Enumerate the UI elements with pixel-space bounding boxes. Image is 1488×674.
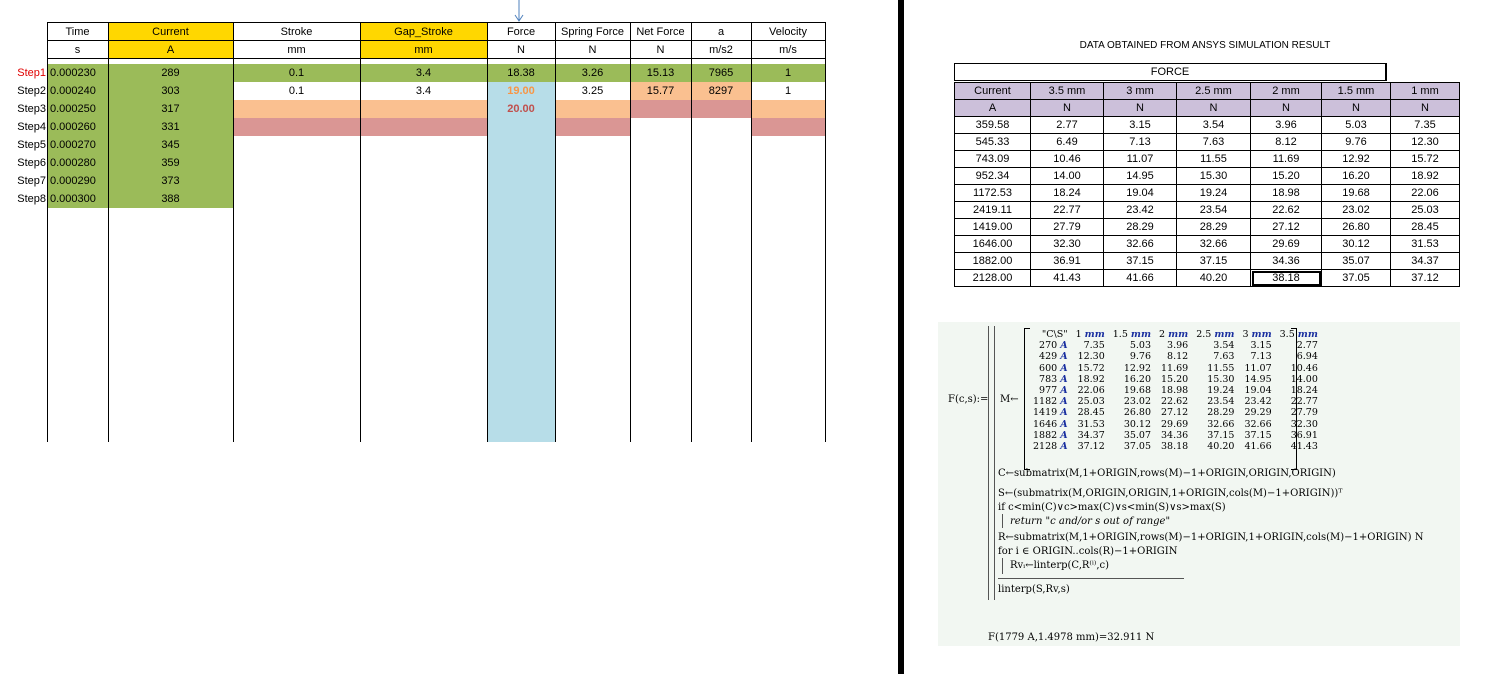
table-cell: A <box>955 100 1031 117</box>
cell-time: 0.000270 <box>50 139 96 151</box>
matrix-cell: 32.30 <box>1290 418 1318 430</box>
matrix-cell: 600 A <box>1039 362 1068 374</box>
table-cell: 1.5 mm <box>1322 83 1391 100</box>
table-cell: 18.24 <box>1031 185 1104 202</box>
table-cell: 37.12 <box>1391 270 1460 287</box>
table-cell: 11.55 <box>1177 151 1251 168</box>
table-cell: 3.15 <box>1104 117 1177 134</box>
table-cell: N <box>1322 100 1391 117</box>
matrix-cell: 16.20 <box>1123 373 1152 385</box>
mathcad-worksheet <box>938 322 1460 646</box>
matrix-cell: 19.24 <box>1207 385 1235 397</box>
table-cell: 27.79 <box>1031 219 1104 236</box>
table-cell: 30.12 <box>1322 236 1391 253</box>
cell-net: 15.13 <box>646 67 675 79</box>
cell-current: 289 <box>161 67 180 79</box>
matrix-cell: 1646 A <box>1033 418 1068 430</box>
table-cell: 28.29 <box>1104 219 1177 236</box>
table-cell: 7.35 <box>1391 117 1460 134</box>
table-cell: 38.18 <box>1251 270 1322 287</box>
cell-current: 303 <box>161 85 180 97</box>
column-unit: A <box>166 44 175 56</box>
table-row <box>955 168 1460 185</box>
table-cell: 3.96 <box>1251 117 1322 134</box>
table-row <box>955 219 1460 236</box>
table-cell: 1646.00 <box>955 236 1031 253</box>
cell-stroke: 0.1 <box>288 67 305 79</box>
step-label: Step2 <box>17 85 46 97</box>
matrix-cell: 11.55 <box>1207 362 1235 374</box>
step3-fill-b <box>555 100 630 118</box>
matrix-cell: 18.24 <box>1290 385 1318 397</box>
cell-current: 388 <box>161 193 180 205</box>
matrix-cell: 1182 A <box>1033 396 1068 408</box>
step4-fill-b <box>555 118 630 136</box>
table-cell: 22.77 <box>1031 202 1104 219</box>
matrix-cell: 2.5 mm <box>1196 329 1235 340</box>
matrix-assign: M← <box>1000 394 1019 405</box>
force-column-fill <box>487 64 555 442</box>
header-row <box>955 83 1460 100</box>
table-cell: 41.66 <box>1104 270 1177 287</box>
matrix-cell: 34.37 <box>1077 429 1105 441</box>
table-row <box>955 202 1460 219</box>
column-header: a <box>717 26 725 38</box>
table-cell: 28.29 <box>1177 219 1251 236</box>
matrix-cell: 2128 A <box>1033 441 1068 453</box>
column-unit: m/s <box>779 44 797 56</box>
cell-gap: 3.4 <box>415 67 432 79</box>
down-arrow-icon <box>512 0 526 22</box>
matrix-cell: 36.91 <box>1290 429 1318 441</box>
matrix-row <box>1029 407 1322 418</box>
matrix-cell: 2.77 <box>1296 340 1318 352</box>
table-row <box>955 117 1460 134</box>
table-cell: 32.30 <box>1031 236 1104 253</box>
matrix-cell: 5.03 <box>1129 340 1152 352</box>
table-cell: 743.09 <box>955 151 1031 168</box>
table-cell: 15.30 <box>1177 168 1251 185</box>
matrix-cell: 2 mm <box>1159 329 1189 340</box>
table-cell: 14.95 <box>1104 168 1177 185</box>
table-cell: 34.37 <box>1391 253 1460 270</box>
table-cell: 36.91 <box>1031 253 1104 270</box>
matrix-cell: 37.05 <box>1123 441 1152 453</box>
matrix-cell: 1.5 mm <box>1112 329 1152 340</box>
table-cell: N <box>1031 100 1104 117</box>
table-cell: 3.5 mm <box>1031 83 1104 100</box>
column-unit: s <box>74 44 81 56</box>
table-cell: 19.04 <box>1104 185 1177 202</box>
table-cell: 10.46 <box>1031 151 1104 168</box>
table-cell: N <box>1104 100 1177 117</box>
step-label: Step6 <box>17 157 46 169</box>
cell-time: 0.000240 <box>50 85 96 97</box>
table-cell: 1882.00 <box>955 253 1031 270</box>
table-cell: 11.69 <box>1251 151 1322 168</box>
step-label: Step8 <box>17 193 46 205</box>
table-cell: 16.20 <box>1322 168 1391 185</box>
table-cell: 41.43 <box>1031 270 1104 287</box>
matrix-cell: 19.04 <box>1244 385 1272 397</box>
matrix-cell: 270 A <box>1039 340 1068 352</box>
column-header: Time <box>65 26 90 38</box>
matrix-row <box>1029 430 1322 441</box>
table-cell: 359.58 <box>955 117 1031 134</box>
column-gridline <box>825 22 826 442</box>
matrix-cell: 29.69 <box>1161 418 1189 430</box>
matrix-cell: 31.53 <box>1077 418 1105 430</box>
matrix-cell: 28.29 <box>1207 407 1235 419</box>
matrix-cell: 32.66 <box>1244 418 1272 430</box>
matrix-cell: "C\S" <box>1041 329 1068 340</box>
table-cell: 545.33 <box>955 134 1031 151</box>
table-cell: 8.12 <box>1251 134 1322 151</box>
matrix-cell: 26.80 <box>1123 407 1152 419</box>
matrix-cell: 11.69 <box>1161 362 1189 374</box>
table-cell: 23.54 <box>1177 202 1251 219</box>
unit-row <box>955 100 1460 117</box>
for-bar <box>1002 558 1003 574</box>
table-cell: 22.62 <box>1251 202 1322 219</box>
force-group-header: FORCE <box>954 63 1387 81</box>
column-header: Current <box>152 26 189 38</box>
matrix-row <box>1029 351 1322 362</box>
matrix-cell: 32.66 <box>1207 418 1235 430</box>
matrix-cell: 37.15 <box>1244 429 1272 441</box>
table-cell: 2.77 <box>1031 117 1104 134</box>
cell-vel: 1 <box>784 67 792 79</box>
table-cell: 37.15 <box>1104 253 1177 270</box>
matrix-row <box>1029 363 1322 374</box>
matrix-cell: 977 A <box>1039 385 1068 397</box>
matrix-row <box>1029 340 1322 351</box>
matrix-cell: 15.72 <box>1077 362 1105 374</box>
column-unit: mm <box>414 44 433 56</box>
table-cell: 31.53 <box>1391 236 1460 253</box>
column-header: Net Force <box>636 26 685 38</box>
cell-spring: 3.25 <box>581 85 604 97</box>
table-cell: 35.07 <box>1322 253 1391 270</box>
table-cell: 9.76 <box>1322 134 1391 151</box>
column-header: Stroke <box>280 26 313 38</box>
cell-current: 331 <box>161 121 180 133</box>
table-cell: 14.00 <box>1031 168 1104 185</box>
table-row <box>955 151 1460 168</box>
function-definition: F(c,s):= <box>948 394 989 405</box>
column-header: Velocity <box>769 26 807 38</box>
line-linterp: linterp(S,Rv,s) <box>998 584 1070 595</box>
matrix-cell: 27.12 <box>1161 407 1189 419</box>
table-row <box>955 185 1460 202</box>
cell-current: 359 <box>161 157 180 169</box>
matrix-cell: 23.02 <box>1123 396 1152 408</box>
matrix-cell: 38.18 <box>1161 441 1189 453</box>
matrix-cell: 15.20 <box>1161 373 1189 385</box>
cell-time: 0.000280 <box>50 157 96 169</box>
column-header: Gap_Stroke <box>394 26 453 38</box>
cell-time: 0.000300 <box>50 193 96 205</box>
table-cell: N <box>1177 100 1251 117</box>
table-cell: 25.03 <box>1391 202 1460 219</box>
line-c: C←submatrix(M,1+ORIGIN,rows(M)−1+ORIGIN,ORIGIN,ORIGIN) <box>998 468 1336 479</box>
matrix-cell: 1419 A <box>1033 407 1068 419</box>
matrix-cell: 29.29 <box>1244 407 1272 419</box>
line-s: S←(submatrix(M,ORIGIN,ORIGIN,1+ORIGIN,cols(M)−1+ORIGIN))ᵀ <box>998 488 1343 499</box>
table-cell: 40.20 <box>1177 270 1251 287</box>
matrix-cell: 35.07 <box>1123 429 1152 441</box>
table-cell: 37.05 <box>1322 270 1391 287</box>
matrix-cell: 34.36 <box>1161 429 1189 441</box>
matrix-cell: 22.77 <box>1290 396 1318 408</box>
table-cell: 2.5 mm <box>1177 83 1251 100</box>
table-cell: 32.66 <box>1104 236 1177 253</box>
cell-current: 317 <box>161 103 180 115</box>
cell-spring: 3.26 <box>581 67 604 79</box>
cell-a: 8297 <box>708 85 734 97</box>
panel-divider <box>898 0 904 674</box>
program-separator <box>998 578 1184 579</box>
cell-time: 0.000230 <box>50 67 96 79</box>
matrix-cell: 1882 A <box>1033 429 1068 441</box>
matrix-cell: 25.03 <box>1077 396 1105 408</box>
table-row <box>955 253 1460 270</box>
step3-fill-d <box>751 100 825 118</box>
table-cell: 23.02 <box>1322 202 1391 219</box>
matrix-cell: 3.5 mm <box>1279 329 1318 340</box>
force-data-table <box>954 82 1460 287</box>
table-cell: 32.66 <box>1177 236 1251 253</box>
lookup-matrix <box>1029 329 1322 452</box>
table-row <box>955 236 1460 253</box>
table-cell: 37.15 <box>1177 253 1251 270</box>
table-row <box>955 134 1460 151</box>
column-unit: N <box>588 44 597 56</box>
cell-time: 0.000260 <box>50 121 96 133</box>
table-cell: 22.06 <box>1391 185 1460 202</box>
matrix-cell: 37.15 <box>1207 429 1235 441</box>
matrix-cell: 3.15 <box>1250 340 1272 352</box>
force-table-title: DATA OBTAINED FROM ANSYS SIMULATION RESULT <box>1079 40 1331 51</box>
cell-time: 0.000290 <box>50 175 96 187</box>
matrix-cell: 37.12 <box>1077 441 1105 453</box>
table-row <box>955 270 1460 287</box>
matrix-cell: 783 A <box>1039 373 1068 385</box>
table-cell: 2419.11 <box>955 202 1031 219</box>
line-for: for i ∈ ORIGIN..cols(R)−1+ORIGIN <box>998 546 1178 557</box>
matrix-cell: 6.94 <box>1296 351 1318 363</box>
matrix-cell: 15.30 <box>1207 373 1235 385</box>
table-cell: N <box>1251 100 1322 117</box>
matrix-cell: 7.13 <box>1250 351 1272 363</box>
matrix-cell: 41.66 <box>1244 441 1272 453</box>
matrix-cell: 18.98 <box>1161 385 1189 397</box>
step4-fill-c <box>751 118 825 136</box>
table-cell: 1172.53 <box>955 185 1031 202</box>
table-cell: 5.03 <box>1322 117 1391 134</box>
cell-current: 345 <box>161 139 180 151</box>
matrix-cell: 12.92 <box>1123 362 1152 374</box>
step-label: Step7 <box>17 175 46 187</box>
table-cell: 2128.00 <box>955 270 1031 287</box>
matrix-row <box>1029 385 1322 396</box>
matrix-cell: 30.12 <box>1123 418 1152 430</box>
table-cell: 6.49 <box>1031 134 1104 151</box>
cell-vel: 1 <box>784 85 792 97</box>
column-unit: m/s2 <box>709 44 733 56</box>
column-unit: N <box>517 44 525 56</box>
table-cell: 7.13 <box>1104 134 1177 151</box>
table-cell: 34.36 <box>1251 253 1322 270</box>
matrix-cell: 9.76 <box>1129 351 1152 363</box>
line-r: R←submatrix(M,1+ORIGIN,rows(M)−1+ORIGIN,1+ORIGIN,cols(M)−1+ORIGIN) N <box>998 532 1424 543</box>
line-if: if c<min(C)∨c>max(C)∨s<min(S)∨s>max(S) <box>998 502 1226 513</box>
table-cell: 26.80 <box>1322 219 1391 236</box>
line-return: return "c and/or s out of range" <box>1010 516 1171 527</box>
program-bar-inner <box>994 326 996 600</box>
matrix-cell: 14.00 <box>1290 373 1318 385</box>
cell-force: 19.00 <box>507 85 535 97</box>
matrix-cell: 7.63 <box>1213 351 1235 363</box>
matrix-cell: 19.68 <box>1123 385 1152 397</box>
table-cell: Current <box>955 83 1031 100</box>
table-cell: 18.92 <box>1391 168 1460 185</box>
matrix-cell: 10.46 <box>1290 362 1318 374</box>
table-cell: 7.63 <box>1177 134 1251 151</box>
matrix-cell: 23.42 <box>1244 396 1272 408</box>
program-bar <box>988 326 990 600</box>
matrix-cell: 28.45 <box>1077 407 1105 419</box>
line-rv: Rvᵢ←linterp(C,R⁽ⁱ⁾,c) <box>1010 560 1110 571</box>
table-cell: 11.07 <box>1104 151 1177 168</box>
matrix-cell: 40.20 <box>1207 441 1235 453</box>
table-cell: 15.72 <box>1391 151 1460 168</box>
matrix-cell: 1 mm <box>1075 329 1105 340</box>
table-cell: 18.98 <box>1251 185 1322 202</box>
table-cell: 1 mm <box>1391 83 1460 100</box>
matrix-row <box>1029 419 1322 430</box>
table-cell: 29.69 <box>1251 236 1322 253</box>
table-cell: 952.34 <box>955 168 1031 185</box>
step-label: Step1 <box>17 67 46 79</box>
matrix-cell: 27.79 <box>1290 407 1318 419</box>
column-unit: N <box>656 44 665 56</box>
matrix-cell: 429 A <box>1039 351 1068 363</box>
table-cell: 27.12 <box>1251 219 1322 236</box>
matrix-cell: 3.54 <box>1213 340 1235 352</box>
matrix-cell: 12.30 <box>1077 351 1105 363</box>
matrix-header <box>1029 329 1322 340</box>
table-cell: 12.92 <box>1322 151 1391 168</box>
table-cell: 3.54 <box>1177 117 1251 134</box>
column-header: Force <box>506 26 536 38</box>
column-unit: mm <box>287 44 306 56</box>
cell-force: 20.00 <box>507 103 535 115</box>
table-cell: 19.68 <box>1322 185 1391 202</box>
matrix-cell: 14.95 <box>1244 373 1272 385</box>
matrix-cell: 3.96 <box>1167 340 1189 352</box>
table-cell: 28.45 <box>1391 219 1460 236</box>
matrix-cell: 23.54 <box>1207 396 1235 408</box>
table-cell: 3 mm <box>1104 83 1177 100</box>
matrix-cell: 41.43 <box>1290 441 1318 453</box>
cell-stroke: 0.1 <box>288 85 305 97</box>
matrix-cell: 22.06 <box>1077 385 1105 397</box>
column-header: Spring Force <box>561 26 624 38</box>
cell-net: 15.77 <box>646 85 675 97</box>
matrix-row <box>1029 396 1322 407</box>
cell-current: 373 <box>161 175 180 187</box>
matrix-cell: 18.92 <box>1077 373 1105 385</box>
table-cell: 1419.00 <box>955 219 1031 236</box>
matrix-cell: 7.35 <box>1083 340 1105 352</box>
matrix-cell: 8.12 <box>1167 351 1189 363</box>
table-cell: 2 mm <box>1251 83 1322 100</box>
table-cell: 12.30 <box>1391 134 1460 151</box>
matrix-row <box>1029 374 1322 385</box>
matrix-cell: 3 mm <box>1242 329 1272 340</box>
step-label: Step4 <box>17 121 46 133</box>
table-cell: 23.42 <box>1104 202 1177 219</box>
step-label: Step3 <box>17 103 46 115</box>
cell-a: 7965 <box>708 67 734 79</box>
evaluation-result: F(1779 A,1.4978 mm)=32.911 N <box>988 632 1155 643</box>
matrix-cell: 11.07 <box>1244 362 1272 374</box>
table-cell: 19.24 <box>1177 185 1251 202</box>
cell-force: 18.38 <box>507 67 535 79</box>
table-cell: N <box>1391 100 1460 117</box>
matrix-cell: 22.62 <box>1161 396 1189 408</box>
step-label: Step5 <box>17 139 46 151</box>
table-cell: 15.20 <box>1251 168 1322 185</box>
cell-gap: 3.4 <box>415 85 432 97</box>
if-bar <box>1002 514 1003 528</box>
cell-time: 0.000250 <box>50 103 96 115</box>
matrix-row <box>1029 441 1322 452</box>
